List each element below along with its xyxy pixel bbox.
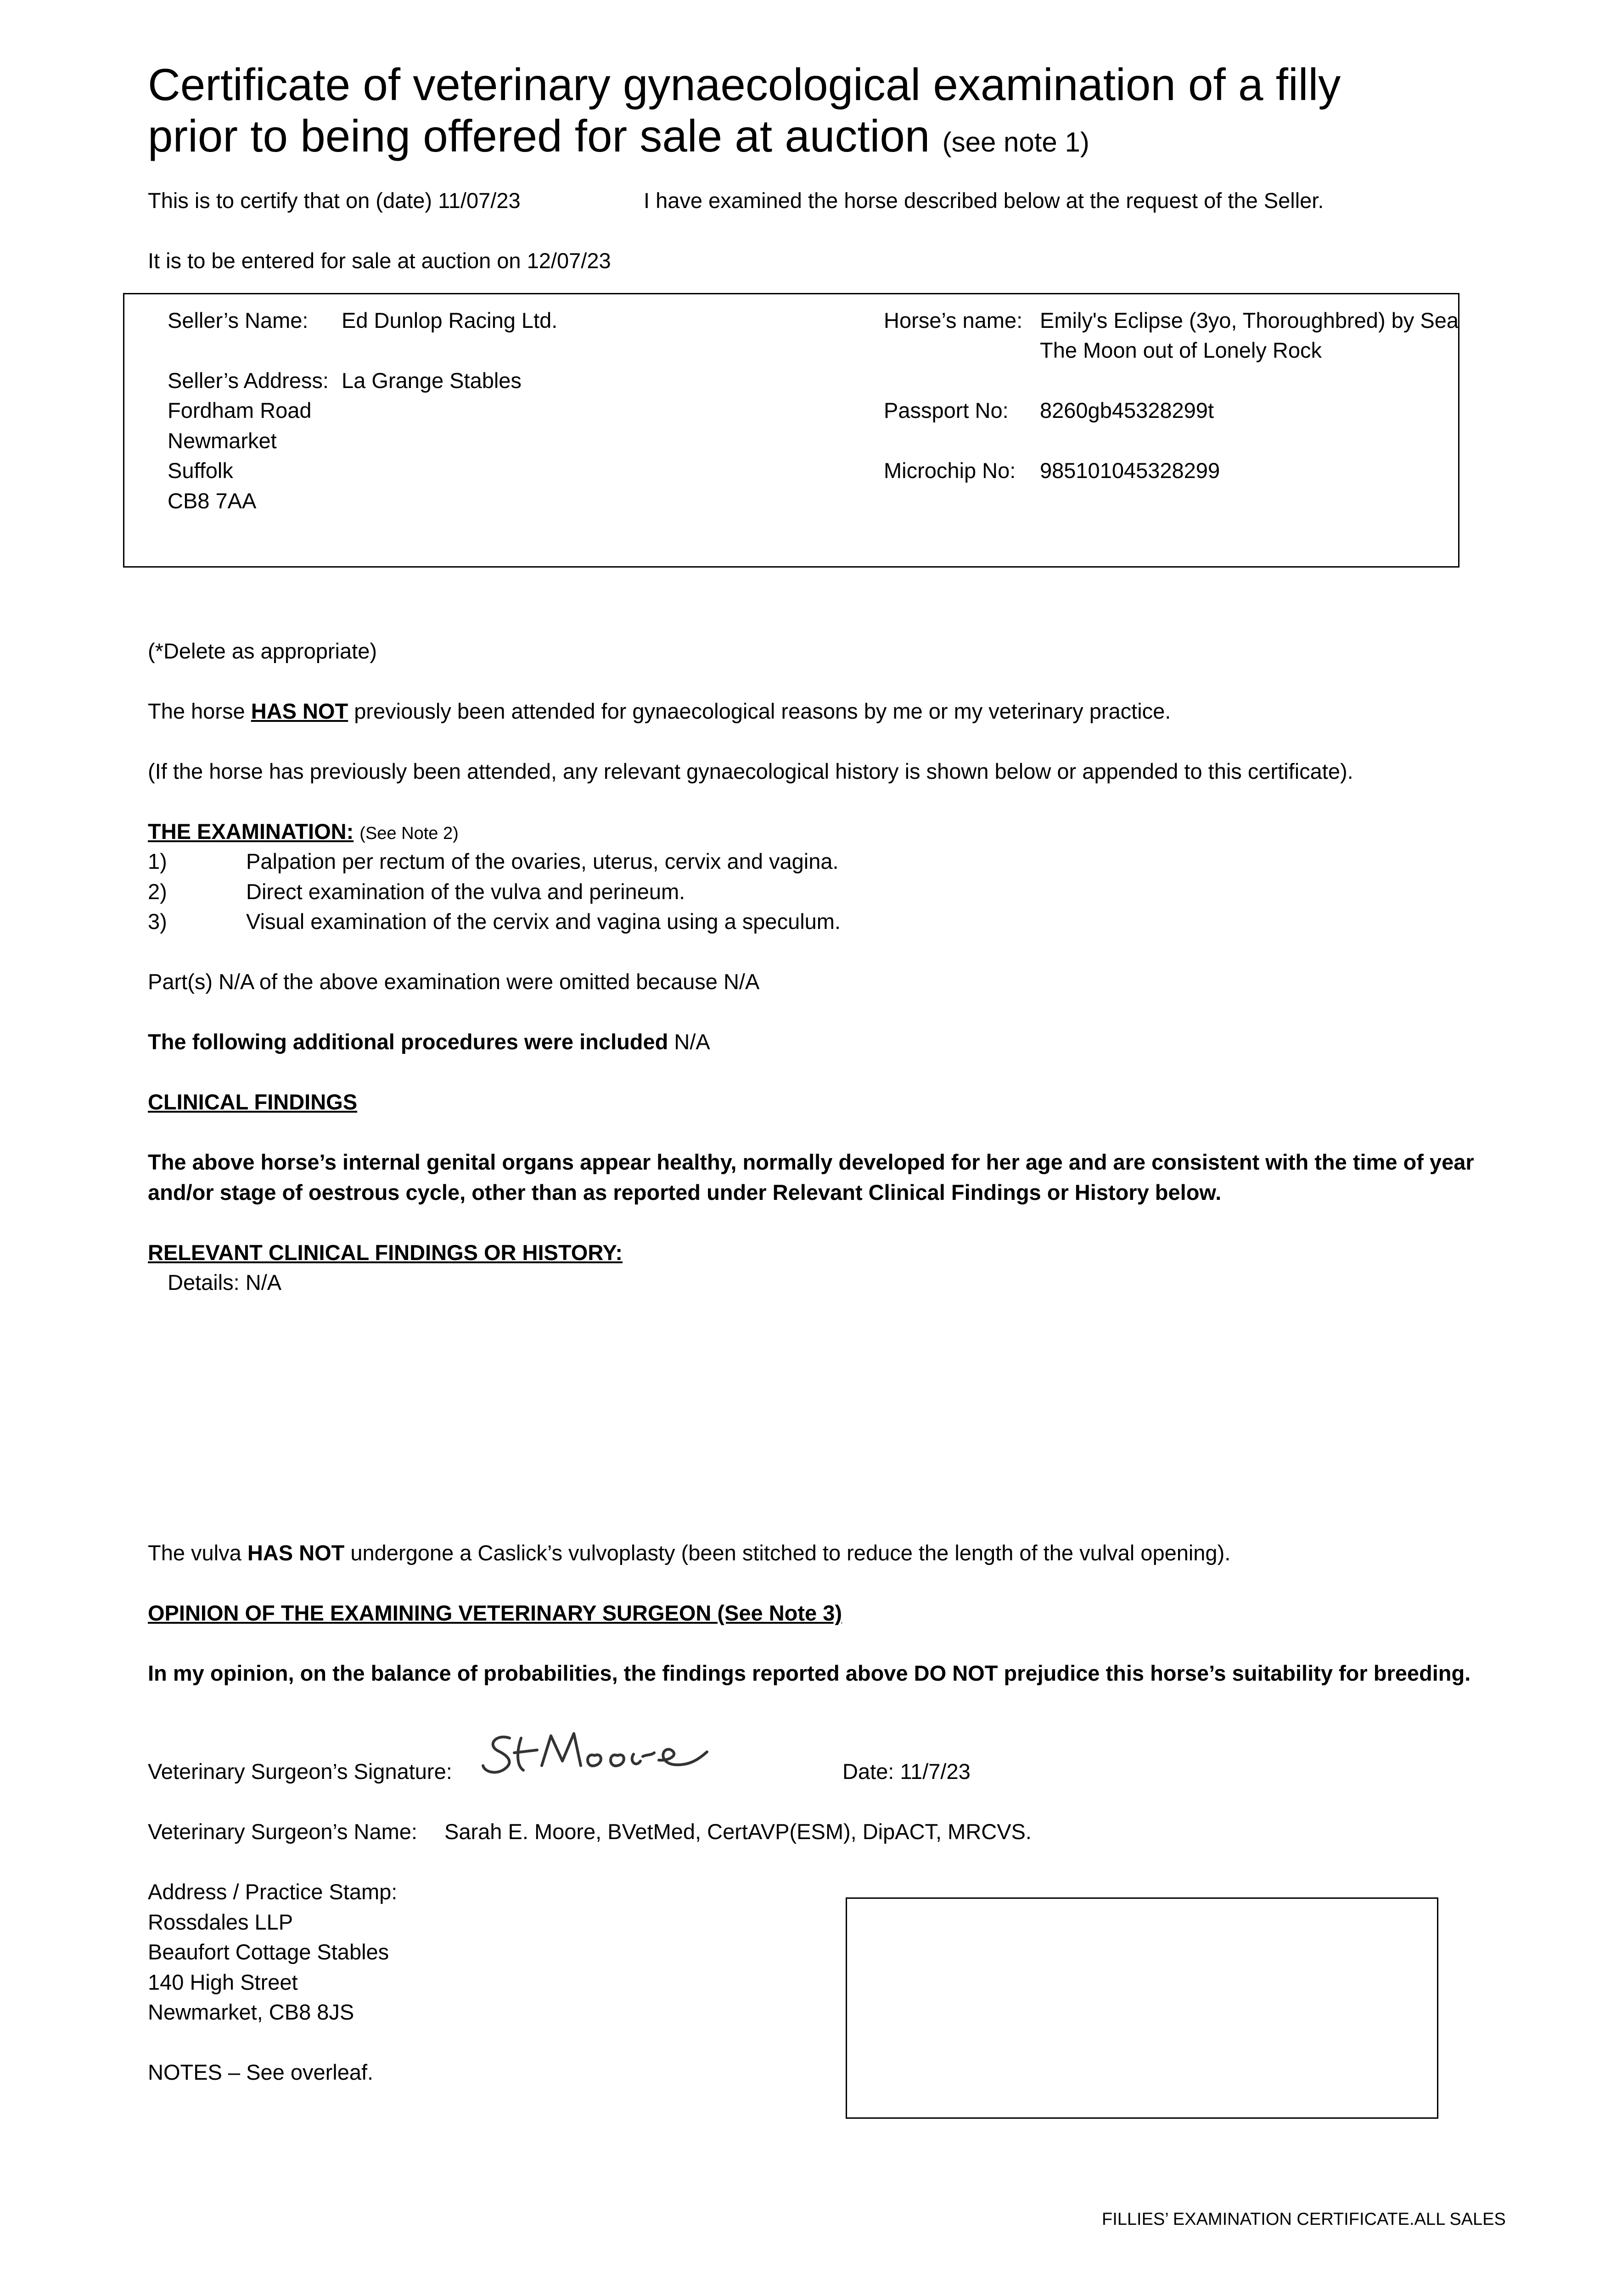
attended-bold: HAS NOT [251, 699, 348, 723]
vulva-bold: HAS NOT [247, 1541, 345, 1565]
exam-note: (See Note 2) [359, 824, 459, 843]
title-line-2: prior to being offered for sale at auction [148, 111, 930, 161]
seller-address-line-3: Newmarket [168, 428, 277, 453]
exam-item-3-text: Visual examination of the cervix and vagina using a speculum. [246, 909, 841, 934]
horse-name-line-2: The Moon out of Lonely Rock [1040, 338, 1322, 362]
exam-item-1-text: Palpation per rectum of the ovaries, uterus, cervix and vagina. [246, 849, 839, 873]
seller-address-label: Seller’s Address: [168, 368, 329, 393]
title-line-2-wrap [148, 110, 1525, 168]
certificate-title [148, 59, 1525, 168]
vulva-statement [148, 1538, 1230, 1568]
history-note: (If the horse has previously been attended, any relevant gynaecological history is shown below or appended to this certificate). [148, 759, 1353, 783]
horse-name-line-1: Emily's Eclipse (3yo, Thoroughbred) by Sea [1040, 308, 1459, 332]
signature-date: 11/7/23 [900, 1759, 971, 1784]
clinical-text-line-2: and/or stage of oestrous cycle, other than as reported under Relevant Clinical Findings or History below. [148, 1180, 1222, 1204]
vulva-pre: The vulva [148, 1541, 241, 1565]
exam-item-2-text: Direct examination of the vulva and perineum. [246, 879, 685, 904]
notes-overleaf: NOTES – See overleaf. [148, 2060, 374, 2084]
attended-post: previously been attended for gynaecological reasons by me or my veterinary practice. [354, 699, 1171, 723]
seller-address-line-2: Fordham Road [168, 398, 312, 422]
sale-date-line [148, 246, 611, 276]
certify-prefix: This is to certify that on (date) [148, 188, 432, 213]
exam-item-2-num: 2) [148, 879, 167, 904]
certify-suffix: I have examined the horse described below at the request of the Seller. [644, 188, 1324, 213]
relevant-details: Details: N/A [168, 1270, 282, 1294]
footer-text: FILLIES’ EXAMINATION CERTIFICATE.ALL SALES [1102, 2210, 1506, 2229]
certify-date-line [148, 186, 521, 216]
title-note: (see note 1) [942, 127, 1089, 158]
practice-stamp-label: Address / Practice Stamp: [148, 1880, 398, 1904]
attended-statement [148, 696, 1171, 726]
omitted-statement: Part(s) N/A of the above examination were omitted because N/A [148, 969, 760, 994]
seller-address-line-5: CB8 7AA [168, 489, 257, 513]
relevant-findings-heading: RELEVANT CLINICAL FINDINGS OR HISTORY: [148, 1240, 623, 1265]
seller-name-label: Seller’s Name: [168, 308, 309, 332]
certify-date: 11/07/23 [438, 188, 521, 213]
surgeon-name: Sarah E. Moore, BVetMed, CertAVP(ESM), DipACT, MRCVS. [444, 1819, 1032, 1844]
practice-line-3: 140 High Street [148, 1970, 298, 1994]
exam-item-1-num: 1) [148, 849, 167, 873]
surgeon-name-label: Veterinary Surgeon’s Name: [148, 1819, 417, 1844]
attended-pre: The horse [148, 699, 245, 723]
additional-procedures [148, 1027, 710, 1057]
practice-stamp-box [846, 1897, 1438, 2119]
passport-label: Passport No: [884, 398, 1009, 422]
vulva-post: undergone a Caslick’s vulvoplasty (been stitched to reduce the length of the vulval opening). [350, 1541, 1231, 1565]
signature-date-line [842, 1756, 971, 1787]
practice-line-4: Newmarket, CB8 8JS [148, 2000, 354, 2024]
seller-name: Ed Dunlop Racing Ltd. [342, 308, 558, 332]
additional-label: The following additional procedures were included [148, 1030, 668, 1054]
signature-image [477, 1720, 735, 1789]
opinion-heading: OPINION OF THE EXAMINING VETERINARY SURGEON (See Note 3) [148, 1601, 842, 1625]
horse-name-label: Horse’s name: [884, 308, 1023, 332]
exam-heading-line [148, 816, 459, 849]
signature-label: Veterinary Surgeon’s Signature: [148, 1759, 452, 1784]
microchip-label: Microchip No: [884, 458, 1016, 483]
exam-item-3-num: 3) [148, 909, 167, 934]
microchip-number: 985101045328299 [1040, 458, 1220, 483]
additional-value: N/A [674, 1030, 710, 1054]
sale-prefix: It is to be entered for sale at auction on [148, 248, 521, 273]
practice-line-1: Rossdales LLP [148, 1910, 293, 1934]
clinical-text-line-1: The above horse’s internal genital organs appear healthy, normally developed for her age and are consistent with the time of year [148, 1150, 1474, 1174]
delete-note: (*Delete as appropriate) [148, 639, 377, 663]
seller-address-line-4: Suffolk [168, 458, 233, 483]
exam-heading: THE EXAMINATION: [148, 819, 354, 844]
practice-line-2: Beaufort Cottage Stables [148, 1940, 389, 1964]
clinical-findings-heading: CLINICAL FINDINGS [148, 1090, 358, 1114]
title-line-1: Certificate of veterinary gynaecological examination of a filly [148, 59, 1341, 110]
opinion-text: In my opinion, on the balance of probabilities, the findings reported above DO NOT prejudice this horse’s suitability for breeding. [148, 1661, 1471, 1685]
sale-date: 12/07/23 [527, 248, 611, 273]
passport-number: 8260gb45328299t [1040, 398, 1214, 422]
seller-address-line-1: La Grange Stables [342, 368, 522, 393]
signature-date-label: Date: [842, 1759, 894, 1784]
